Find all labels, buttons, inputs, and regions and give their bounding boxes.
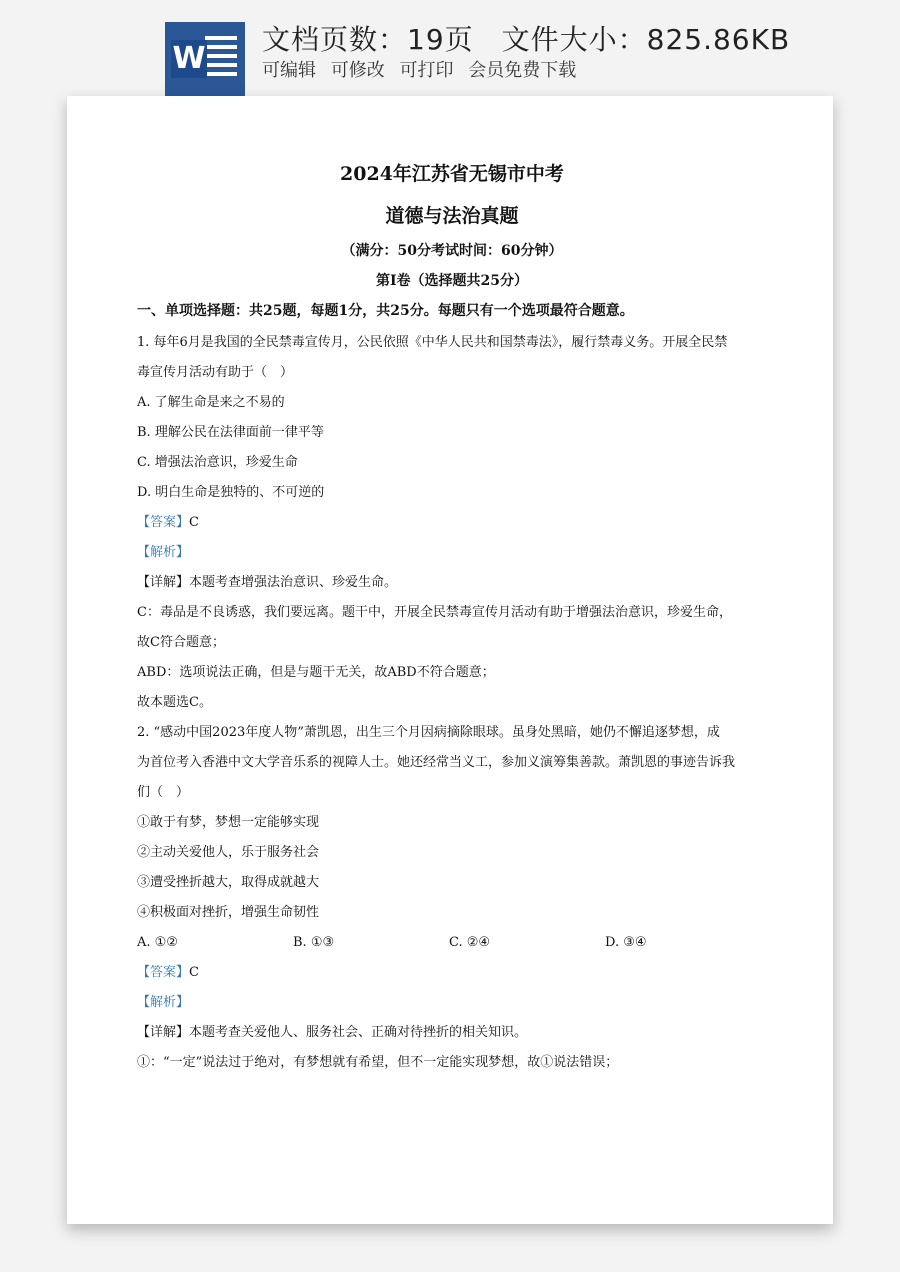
feature-editable: 可编辑 bbox=[262, 60, 316, 81]
q1-conclusion: 故本题选C。 bbox=[137, 695, 212, 710]
q2-stem-line3: 们（ ） bbox=[137, 785, 190, 800]
word-document-icon bbox=[165, 22, 245, 96]
q2-option-d: D. ③④ bbox=[605, 935, 647, 950]
q1-option-d: D. 明白生命是独特的、不可逆的 bbox=[137, 485, 325, 500]
banner-title bbox=[262, 18, 790, 58]
q1-answer-value: C bbox=[189, 515, 199, 530]
feature-modifiable: 可修改 bbox=[330, 60, 385, 81]
q2-options bbox=[137, 928, 767, 958]
q1-explanation-line2: 故C符合题意； bbox=[137, 635, 225, 650]
q2-answer-value: C bbox=[189, 965, 199, 980]
q1-explanation-line3: ABD：选项说法正确，但是与题干无关，故ABD不符合题意； bbox=[137, 665, 495, 680]
page-count: 文档页数：19页 bbox=[262, 23, 474, 56]
q2-analysis-tag: 【解析】 bbox=[137, 995, 190, 1010]
q1-answer-tag: 【答案】 bbox=[137, 515, 190, 530]
q1-stem-line2: 毒宣传月活动有助于（ ） bbox=[137, 365, 294, 380]
q2-statement-4: ④积极面对挫折，增强生命韧性 bbox=[137, 905, 320, 920]
exam-subject: 道德与法治真题 bbox=[385, 205, 519, 227]
q2-statement-3: ③遭受挫折越大，取得成就越大 bbox=[137, 875, 320, 890]
q1-explanation-line1: C：毒品是不良诱惑，我们要远离。题干中，开展全民禁毒宣传月活动有助于增强法治意识，珍爱生命， bbox=[137, 605, 732, 620]
q1-stem-line1: 1. 每年6月是我国的全民禁毒宣传月，公民依照《中华人民共和国禁毒法》，履行禁毒义务。开展全民禁 bbox=[137, 335, 728, 350]
q2-stem-line1: 2. “感动中国2023年度人物”萧凯恩，出生三个月因病摘除眼球。虽身处黑暗，她仍不懈追逐梦想，成 bbox=[137, 725, 720, 740]
q1-option-b: B. 理解公民在法律面前一律平等 bbox=[137, 425, 324, 440]
q2-statement-1: ①敢于有梦，梦想一定能够实现 bbox=[137, 815, 320, 830]
section-heading: 一、单项选择题：共25题，每题1分，共25分。每题只有一个选项最符合题意。 bbox=[137, 303, 634, 319]
feature-list bbox=[262, 56, 585, 82]
page-content bbox=[137, 160, 767, 1078]
q2-answer bbox=[137, 958, 767, 988]
q1-option-a: A. 了解生命是来之不易的 bbox=[137, 395, 285, 410]
document-page bbox=[67, 96, 833, 1224]
file-size: 文件大小：825.86KB bbox=[501, 23, 791, 56]
word-icon-letter: W bbox=[172, 41, 206, 76]
header-banner bbox=[0, 0, 900, 96]
q1-answer bbox=[137, 508, 767, 538]
q2-explanation-line1: ①：“一定”说法过于绝对，有梦想就有希望，但不一定能实现梦想，故①说法错误； bbox=[137, 1055, 619, 1070]
feature-free-download: 会员免费下载 bbox=[468, 60, 577, 81]
q2-stem-line2: 为首位考入香港中文大学音乐系的视障人士。她还经常当义工，参加义演筹集善款。萧凯恩的事迹告诉我 bbox=[137, 755, 736, 770]
volume-heading: 第Ⅰ卷（选择题共25分） bbox=[375, 273, 529, 289]
exam-meta: （满分：50分考试时间：60分钟） bbox=[341, 243, 563, 259]
exam-title: 2024年江苏省无锡市中考 bbox=[340, 163, 564, 185]
q2-option-b: B. ①③ bbox=[293, 935, 335, 950]
q2-detail: 【详解】本题考查关爱他人、服务社会、正确对待挫折的相关知识。 bbox=[137, 1025, 528, 1040]
q2-option-a: A. ①② bbox=[137, 935, 178, 950]
q1-option-c: C. 增强法治意识，珍爱生命 bbox=[137, 455, 298, 470]
q2-option-c: C. ②④ bbox=[449, 935, 491, 950]
q2-statement-2: ②主动关爱他人，乐于服务社会 bbox=[137, 845, 320, 860]
q1-detail: 【详解】本题考查增强法治意识、珍爱生命。 bbox=[137, 575, 398, 590]
q2-answer-tag: 【答案】 bbox=[137, 965, 190, 980]
q1-analysis-tag: 【解析】 bbox=[137, 545, 190, 560]
feature-printable: 可打印 bbox=[399, 60, 454, 81]
